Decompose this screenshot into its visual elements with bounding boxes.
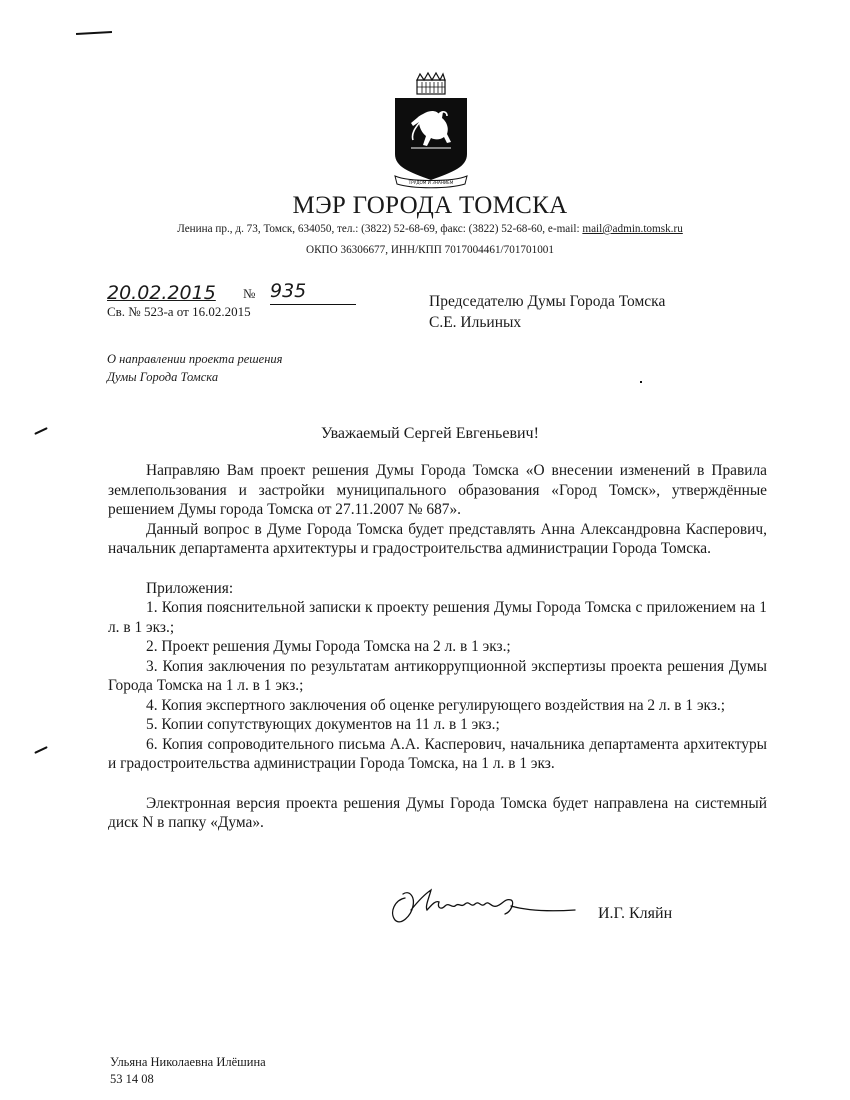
addressee-name: С.Е. Ильиных	[429, 314, 522, 331]
registration-reference: Св. № 523-а от 16.02.2015	[107, 304, 251, 319]
letterhead-contacts	[0, 223, 850, 235]
attachment-item: 3. Копия заключения по результатам антикоррупционной экспертизы проекта решения Думы Города Томска на 1 л. в 1 экз.;	[108, 657, 767, 694]
subject-line-2: Думы Города Томска	[107, 370, 219, 384]
letterhead-codes: ОКПО 36306677, ИНН/КПП 7017004461/701701001	[306, 244, 554, 256]
scan-dot	[640, 381, 642, 383]
subject-line-1: О направлении проекта решения	[107, 352, 283, 366]
letter-body	[108, 461, 767, 833]
body-paragraph: Данный вопрос в Думе Города Томска будет представлять Анна Александровна Касперович, начальник департамента архитектуры и градостроительства администрации Города Томска.	[108, 520, 767, 557]
scan-mark	[76, 31, 112, 35]
attachments-heading: Приложения:	[146, 579, 234, 597]
attachment-item: 6. Копия сопроводительного письма А.А. Касперович, начальника департамента архитектуры и градостроительства администрации Города Томска, на 1 л. в 1 экз.	[108, 735, 767, 772]
registration-date-handwritten: 20.02.2015	[107, 282, 216, 304]
attachment-item: 1. Копия пояснительной записки к проекту решения Думы Города Томска с приложением на 1 л. в 1 экз.;	[108, 599, 767, 636]
scan-mark	[34, 746, 48, 754]
contacts-address-phone: Ленина пр., д. 73, Томск, 634050, тел.: (3822) 52-68-69, факс: (3822) 52-68-60, e-mail:	[177, 223, 583, 235]
addressee-position: Председателю Думы Города Томска	[429, 293, 666, 310]
letterhead-title: МЭР ГОРОДА ТОМСКА	[292, 192, 568, 219]
registration-number-label: №	[243, 286, 256, 301]
attachment-item: 4. Копия экспертного заключения об оценке регулирующего воздействия на 2 л. в 1 экз.;	[146, 696, 726, 714]
attachment-item: 2. Проект решения Думы Города Томска на 2 л. в 1 экз.;	[146, 638, 511, 655]
body-closing-paragraph: Электронная версия проекта решения Думы Города Томска будет направлена на системный диск N в папку «Дума».	[108, 794, 767, 831]
handwritten-signature	[385, 880, 585, 930]
greeting: Уважаемый Сергей Евгеньевич!	[321, 425, 539, 442]
contacts-email-link[interactable]: mail@admin.tomsk.ru	[582, 223, 683, 235]
body-paragraph: Направляю Вам проект решения Думы Города Томска «О внесении изменений в Правила землепользования и застройки муниципального образования «Город Томск», утверждённые решением Думы города Томска от 27.11.2007 № 687».	[108, 462, 767, 518]
subject-block	[107, 350, 283, 386]
addressee-block	[429, 291, 665, 333]
signer-name: И.Г. Кляйн	[598, 905, 673, 922]
attachment-item: 5. Копии сопутствующих документов на 11 л. в 1 экз.;	[146, 716, 500, 733]
executor-block	[110, 1054, 266, 1088]
executor-phone: 53 14 08	[110, 1072, 154, 1086]
registration-number-handwritten: 935	[270, 280, 356, 305]
tomsk-coat-of-arms-emblem	[389, 70, 473, 190]
emblem-ribbon-text: ТРУДОМ И ЗНАНИЕМ	[408, 180, 454, 185]
executor-name: Ульяна Николаевна Илёшина	[110, 1055, 266, 1069]
